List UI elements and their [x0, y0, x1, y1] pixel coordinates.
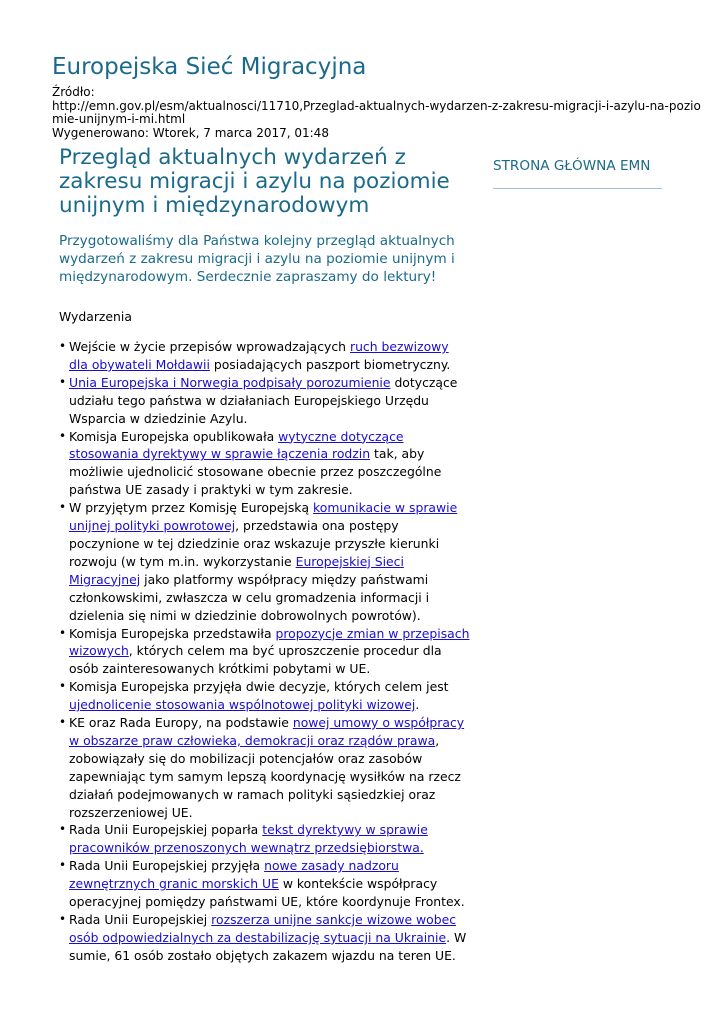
bullet: • [59, 374, 67, 389]
bullet: • [59, 428, 67, 443]
bullet: • [59, 339, 67, 353]
event-text: w kontekście współpracy operacyjnej pomiędzy państwami UE, które koordynuje Frontex. [69, 876, 465, 910]
article [59, 146, 471, 965]
event-text: tak, aby możliwie ujednolicić stosowane obecnie przez poszczególne państwa UE zasady i praktyki w tym zakresie. [69, 446, 442, 498]
event-item [59, 338, 471, 374]
bullet: • [59, 625, 67, 640]
article-title: Przegląd aktualnych wydarzeń z zakresu migracji i azylu na poziomie unijnym i międzynarodowym [59, 145, 450, 218]
event-link[interactable]: nowej umowy o współpracy w obszarze praw człowieka, demokracji oraz rządów prawa [69, 715, 465, 748]
event-text: Rada Unii Europejskiej poparła [69, 822, 263, 838]
event-text: Komisja Europejska przedstawiła [69, 625, 276, 641]
events-list [59, 338, 471, 965]
event-link[interactable]: komunikacie w sprawie unijnej polityki powrotowej [69, 500, 458, 534]
event-text: W przyjętym przez Komisję Europejską [69, 500, 314, 516]
event-text: Komisja Europejska przyjęła dwie decyzje, których celem jest [69, 679, 449, 695]
bullet: • [59, 715, 67, 730]
event-text: , przedstawia ona postępy poczynione w tej dziedzinie oraz wskazuje przyszłe kierunki rozwoju (w tym m.in. wykorzystanie [69, 518, 440, 569]
event-text: Rada Unii Europejskiej przyjęła [69, 858, 265, 874]
article-lead: Przygotowaliśmy dla Państwa kolejny przegląd aktualnych wydarzeń z zakresu migracji i azylu na poziomie unijnym i międzynarodowym. Serdecznie zapraszamy do lektury! [59, 233, 455, 285]
site-title: Europejska Sieć Migracyjna [52, 54, 367, 80]
event-text: . [415, 697, 420, 713]
event-item [59, 714, 471, 821]
event-text: Wejście w życie przepisów wprowadzających [69, 339, 350, 354]
event-link[interactable]: ujednolicenie stosowania wspólnotowej polityki wizowej [69, 697, 416, 713]
event-item [59, 678, 471, 714]
event-link[interactable]: Unia Europejska i Norwegia podpisały porozumienie [69, 374, 391, 390]
sidebar [493, 156, 662, 189]
event-link[interactable]: tekst dyrektywy w sprawie pracowników przenoszonych wewnątrz przedsiębiorstwa. [69, 822, 428, 856]
bullet: • [59, 912, 67, 926]
event-item [59, 499, 471, 624]
event-link-secondary[interactable]: Europejskiej Sieci Migracyjnej [69, 553, 404, 587]
event-link[interactable]: rozszerza unijne sankcje wizowe wobec osób odpowiedzialnych za destabilizację sytuacji na Ukrainie [69, 912, 457, 945]
event-text: posiadających paszport biometryczny. [209, 356, 451, 372]
bullet: • [59, 858, 67, 873]
event-item [59, 625, 471, 679]
event-item [59, 821, 471, 857]
bullet: • [59, 822, 67, 837]
emn-home-link[interactable]: STRONA GŁÓWNA EMN [493, 156, 662, 189]
event-text: , zobowiązały się do mobilizacji potencjałów oraz zasobów zapewniając tym samym lepszą koordynację wysiłków na rzecz działań podejmowanych w ramach polityki sąsiedzkiej oraz rozszerzeniowej UE. [69, 732, 461, 820]
source-meta [52, 85, 701, 140]
section-heading: Wydarzenia [59, 309, 132, 324]
event-text: dotyczące udziału tego państwa w działaniach Europejskiego Urzędu Wsparcia w dziedzinie Azylu. [69, 374, 458, 426]
generated-date: Wygenerowano: Wtorek, 7 marca 2017, 01:48 [52, 125, 329, 140]
event-text: Rada Unii Europejskiej [69, 912, 212, 927]
event-link[interactable]: ruch bezwizowy dla obywateli Mołdawii [69, 339, 449, 372]
event-text: Komisja Europejska opublikowała [69, 428, 279, 444]
event-item [59, 374, 471, 428]
source-url-line-1: http://emn.gov.pl/esm/aktualnosci/11710,Przeglad-aktualnych-wydarzen-z-zakresu-migracji-i-azylu-na-pozio [52, 98, 701, 113]
event-item [59, 428, 471, 500]
source-label: Źródło: [52, 85, 95, 99]
event-text: jako platformy współpracy między państwami członkowskimi, zwłaszcza w celu gromadzenia informacji i dzielenia się nimi w dziedzinie dobrowolnych powrotów). [69, 571, 430, 623]
event-link[interactable]: wytyczne dotyczące stosowania dyrektywy w sprawie łączenia rodzin [69, 428, 404, 462]
event-text: . W sumie, 61 osób zostało objętych zakazem wjazdu na teren UE. [69, 929, 467, 963]
event-link[interactable]: nowe zasady nadzoru zewnętrznych granic morskich UE [69, 858, 399, 892]
event-text: , których celem ma być uproszczenie procedur dla osób zainteresowanych krótkimi pobytami w UE. [69, 643, 442, 677]
bullet: • [59, 679, 67, 694]
event-text: KE oraz Rada Europy, na podstawie [69, 715, 293, 731]
source-url-line-2: mie-unijnym-i-mi.html [52, 112, 186, 127]
event-item [59, 911, 471, 965]
event-item [59, 857, 471, 911]
event-link[interactable]: propozycje zmian w przepisach wizowych [69, 625, 470, 659]
bullet: • [59, 500, 67, 515]
